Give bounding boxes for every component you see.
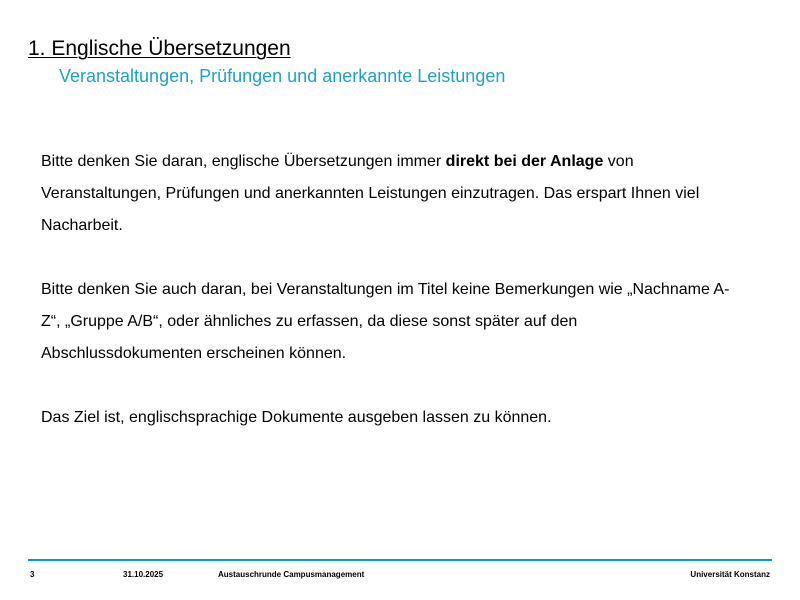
slide-subtitle: Veranstaltungen, Prüfungen und anerkannte Leistungen	[59, 66, 506, 86]
footer-divider	[28, 559, 772, 561]
footer-page-number: 3	[30, 570, 35, 579]
footer-event: Austauschrunde Campusmanagement	[218, 570, 365, 579]
paragraph-1-emphasis: direkt bei der Anlage	[445, 153, 604, 170]
paragraph-3: Das Ziel ist, englischsprachige Dokumente ausgeben lassen zu können.	[41, 409, 552, 426]
paragraph-1	[41, 146, 741, 242]
slide-body	[41, 146, 741, 466]
paragraph-1-end: von Veranstaltungen, Prüfungen und anerkannten Leistungen einzutragen. Das erspart Ihnen viel Nacharbeit.	[41, 153, 700, 234]
slide-title: 1. Englische Übersetzungen	[28, 37, 291, 60]
footer-organization: Universität Konstanz	[690, 570, 770, 579]
paragraph-2: Bitte denken Sie auch daran, bei Veranstaltungen im Titel keine Bemerkungen wie „Nachname A-Z“, „Gruppe A/B“, oder ähnliches zu erfassen, da diese sonst später auf den Abschlussdokumenten erscheinen können.	[41, 281, 730, 362]
paragraph-1-start: Bitte denken Sie daran, englische Übersetzungen immer	[41, 153, 446, 170]
title-block	[28, 36, 772, 86]
footer-date: 31.10.2025	[123, 570, 164, 579]
